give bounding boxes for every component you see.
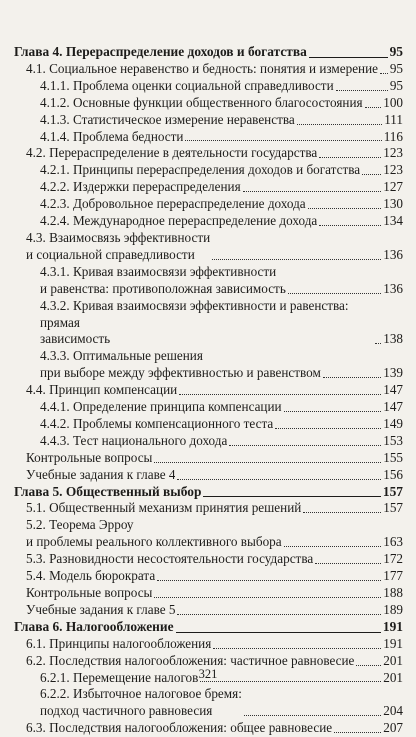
toc-entry — [14, 517, 403, 551]
dot-leader — [319, 225, 381, 226]
toc-entry — [14, 162, 403, 179]
dot-leader — [309, 57, 388, 58]
toc-entry — [14, 348, 403, 382]
toc-entry-title-line: 4.2.1. Принципы перераспределения доходов и богатства — [40, 162, 361, 178]
toc-entry — [14, 196, 403, 213]
toc-entry-title — [26, 602, 175, 619]
toc-page-number: 95 — [389, 44, 403, 59]
toc-entry-title — [40, 298, 373, 349]
dot-leader — [284, 546, 382, 547]
toc-entry-title-line: 5.1. Общественный механизм принятия решений — [26, 500, 302, 516]
toc-entry-title-line: 4.2. Перераспределение в деятельности государства — [26, 145, 318, 161]
toc-entry-title — [40, 179, 241, 196]
toc-entry — [14, 95, 403, 112]
toc-entry-title — [26, 145, 317, 162]
toc-entry-title — [40, 686, 242, 720]
dot-leader — [308, 208, 382, 209]
toc-entry — [14, 264, 403, 298]
dot-leader — [297, 124, 382, 125]
toc-entry-title — [26, 61, 378, 78]
toc-entry-title-line: 5.3. Разновидности несостоятельности государства — [26, 551, 314, 567]
toc-entry-title — [26, 720, 332, 737]
toc-entry-title — [26, 450, 152, 467]
toc-entry — [14, 686, 403, 720]
toc-page-number: 177 — [383, 568, 403, 584]
toc-page-number: 157 — [383, 500, 403, 516]
toc-page-number: 172 — [383, 551, 403, 567]
toc-entry — [14, 500, 403, 517]
toc-page-number: 147 — [383, 382, 403, 398]
toc-page-number: 116 — [383, 128, 403, 144]
toc-entry-title — [26, 230, 210, 264]
dot-leader — [157, 580, 381, 581]
toc-entry — [14, 720, 403, 737]
toc-page-number: 155 — [383, 449, 403, 465]
toc-entry-title — [26, 517, 282, 551]
toc-entry-title-line: Глава 4. Перераспределение доходов и богатства — [14, 44, 307, 59]
dot-leader — [177, 479, 381, 480]
toc-entry-title-line: 4.3.2. Кривая взаимосвязи эффективности и равенства: прямая — [40, 297, 349, 330]
toc-entry-title-line: 4.3. Взаимосвязь эффективности — [26, 229, 211, 245]
toc-entry-title-line: 4.3.1. Кривая взаимосвязи эффективности — [40, 263, 277, 279]
toc-page-number: 189 — [383, 601, 403, 617]
toc-entry-title-line: 5.4. Модель бюрократа — [26, 568, 156, 584]
toc-entry-title-line: Контрольные вопросы — [26, 585, 153, 600]
toc-entry-title-line: 4.4.1. Определение принципа компенсации — [40, 399, 282, 415]
toc-entry — [14, 298, 403, 349]
toc-page-number: 153 — [383, 432, 403, 448]
toc-entry-title-line: 4.4.3. Тест национального дохода — [40, 432, 228, 448]
dot-leader — [362, 174, 381, 175]
toc-entry-title-line: Контрольные вопросы — [26, 449, 153, 465]
toc-entry-title — [26, 568, 155, 585]
toc-entry-title — [26, 467, 175, 484]
toc-page-number: 204 — [383, 703, 403, 719]
toc-entry — [14, 568, 403, 585]
toc-entry — [14, 551, 403, 568]
toc-page-number: 95 — [389, 60, 403, 76]
toc-entry-title — [40, 416, 273, 433]
toc-page-number: 100 — [383, 94, 403, 110]
toc-entry-title-line: 4.1.2. Основные функции общественного благосостояния — [40, 94, 363, 110]
toc-entry — [14, 382, 403, 399]
dot-leader — [179, 394, 381, 395]
toc-entry-title-line: 4.1.4. Проблема бедности — [40, 128, 184, 144]
toc-entry — [14, 145, 403, 162]
toc-entry — [14, 433, 403, 450]
toc-page-number: 136 — [383, 280, 403, 296]
toc-entry-title — [26, 551, 313, 568]
toc-entry-title-line: 4.1.1. Проблема оценки социальной справедливости — [40, 77, 334, 93]
dot-leader — [375, 343, 381, 344]
toc-entry-title-line: 4.4. Принцип компенсации — [26, 382, 178, 398]
toc-entry-title-line: Глава 6. Налогообложение — [14, 618, 174, 634]
toc-entry — [14, 213, 403, 230]
toc-entry-title — [14, 44, 307, 61]
toc-page-number: 127 — [383, 179, 403, 195]
toc-page-number: 191 — [382, 618, 403, 634]
toc-entry-title-line: Глава 5. Общественный выбор — [14, 483, 202, 499]
toc-entry — [14, 112, 403, 129]
toc-entry-title-line: Учебные задания к главе 5 — [26, 601, 176, 617]
toc-entry — [14, 602, 403, 619]
dot-leader — [334, 732, 381, 733]
toc-entry — [14, 129, 403, 146]
dot-leader — [288, 293, 381, 294]
toc-entry — [14, 179, 403, 196]
dot-leader — [213, 648, 381, 649]
toc-entry-title-line: 4.2.3. Добровольное перераспределение дохода — [40, 196, 306, 212]
toc-entry-title — [26, 382, 177, 399]
toc-entry-title — [40, 196, 306, 213]
toc-entry-title — [40, 129, 183, 146]
page-number: 321 — [198, 667, 218, 681]
toc-entry — [14, 450, 403, 467]
toc-page-number: 157 — [382, 483, 403, 499]
dot-leader — [244, 715, 381, 716]
dot-leader — [336, 90, 388, 91]
toc-entry — [14, 636, 403, 653]
dot-leader — [275, 428, 381, 429]
dot-leader — [154, 462, 381, 463]
toc-entry-title — [26, 636, 211, 653]
toc-entry-title-line: 6.3. Последствия налогообложения: общее равновесие — [26, 720, 333, 736]
toc-entry-title — [40, 213, 317, 230]
dot-leader — [303, 512, 381, 513]
toc-entry-title-line: 6.2.1. Перемещение налогов — [40, 669, 199, 685]
dot-leader — [323, 377, 381, 378]
table-of-contents — [14, 44, 403, 737]
dot-leader — [315, 563, 381, 564]
toc-page-number: 207 — [383, 720, 403, 736]
toc-entry-title — [40, 162, 360, 179]
toc-page-number: 123 — [383, 162, 403, 178]
dot-leader — [176, 632, 381, 633]
toc-page-number: 130 — [383, 196, 403, 212]
toc-entry — [14, 467, 403, 484]
toc-entry — [14, 78, 403, 95]
toc-entry-title-line: зависимость — [40, 331, 111, 347]
toc-entry-title-line: 4.1.3. Статистическое измерение неравенства — [40, 111, 295, 127]
toc-entry-title — [14, 484, 201, 501]
dot-leader — [243, 191, 382, 192]
toc-entry-title — [40, 399, 282, 416]
toc-page-number: 149 — [383, 415, 403, 431]
toc-entry-title-line: и социальной справедливости — [26, 246, 195, 262]
dot-leader — [212, 259, 381, 260]
toc-entry-title-line: 4.2.4. Международное перераспределение дохода — [40, 213, 318, 229]
toc-entry-title — [40, 433, 227, 450]
toc-entry-title-line: 6.2.2. Избыточное налоговое бремя: — [40, 686, 242, 702]
toc-entry-title-line: 6.1. Принципы налогообложения — [26, 635, 212, 651]
toc-page-number: 123 — [383, 145, 403, 161]
toc-entry-title-line: и проблемы реального коллективного выбора — [26, 534, 282, 550]
toc-chapter-entry — [14, 484, 403, 501]
dot-leader — [229, 445, 381, 446]
toc-page-number: 139 — [383, 365, 403, 381]
toc-entry-title — [40, 78, 334, 95]
dot-leader — [177, 614, 381, 615]
dot-leader — [365, 107, 382, 108]
toc-entry-title — [26, 500, 301, 517]
dot-leader — [154, 597, 381, 598]
toc-entry-title — [40, 112, 295, 129]
dot-leader — [185, 140, 381, 141]
toc-entry-title-line: 6.2. Последствия налогообложения: частичное равновесие — [26, 652, 355, 668]
toc-chapter-entry — [14, 619, 403, 636]
toc-page-number: 134 — [383, 213, 403, 229]
toc-page-number: 147 — [383, 399, 403, 415]
toc-entry-title-line: и равенства: противоположная зависимость — [40, 280, 286, 296]
toc-entry-title-line: при выборе между эффективностью и равенством — [40, 365, 321, 381]
toc-entry-title-line: 4.1. Социальное неравенство и бедность: понятия и измерение — [26, 60, 379, 76]
toc-entry — [14, 399, 403, 416]
toc-page-number: 156 — [383, 466, 403, 482]
dot-leader — [380, 73, 388, 74]
toc-page-number: 163 — [383, 534, 403, 550]
dot-leader — [284, 411, 382, 412]
dot-leader — [356, 665, 381, 666]
dot-leader — [203, 496, 381, 497]
toc-page-number: 201 — [383, 669, 403, 685]
toc-page-number: 188 — [383, 585, 403, 600]
toc-entry-title — [40, 264, 286, 298]
dot-leader — [319, 157, 381, 158]
toc-chapter-entry — [14, 44, 403, 61]
toc-entry — [14, 230, 403, 264]
toc-entry — [14, 585, 403, 602]
toc-entry — [14, 61, 403, 78]
toc-entry-title-line: 4.3.3. Оптимальные решения — [40, 348, 203, 364]
toc-entry-title-line: Учебные задания к главе 4 — [26, 466, 176, 482]
toc-page-number: 111 — [384, 111, 403, 127]
toc-entry — [14, 416, 403, 433]
toc-page-number: 201 — [383, 652, 403, 668]
toc-page-number: 138 — [383, 331, 403, 347]
toc-entry-title-line: подход частичного равновесия — [40, 703, 213, 719]
toc-page-number: 95 — [389, 77, 403, 93]
toc-entry-title-line: 4.4.2. Проблемы компенсационного теста — [40, 415, 274, 431]
toc-entry-title — [40, 348, 321, 382]
toc-entry-title — [26, 585, 152, 602]
toc-entry-title — [40, 95, 363, 112]
toc-page-number: 191 — [383, 635, 403, 651]
toc-entry-title — [14, 619, 174, 636]
toc-entry-title-line: 5.2. Теорема Эрроу — [26, 517, 134, 533]
toc-page-number: 136 — [383, 246, 403, 262]
toc-entry-title-line: 4.2.2. Издержки перераспределения — [40, 179, 241, 195]
